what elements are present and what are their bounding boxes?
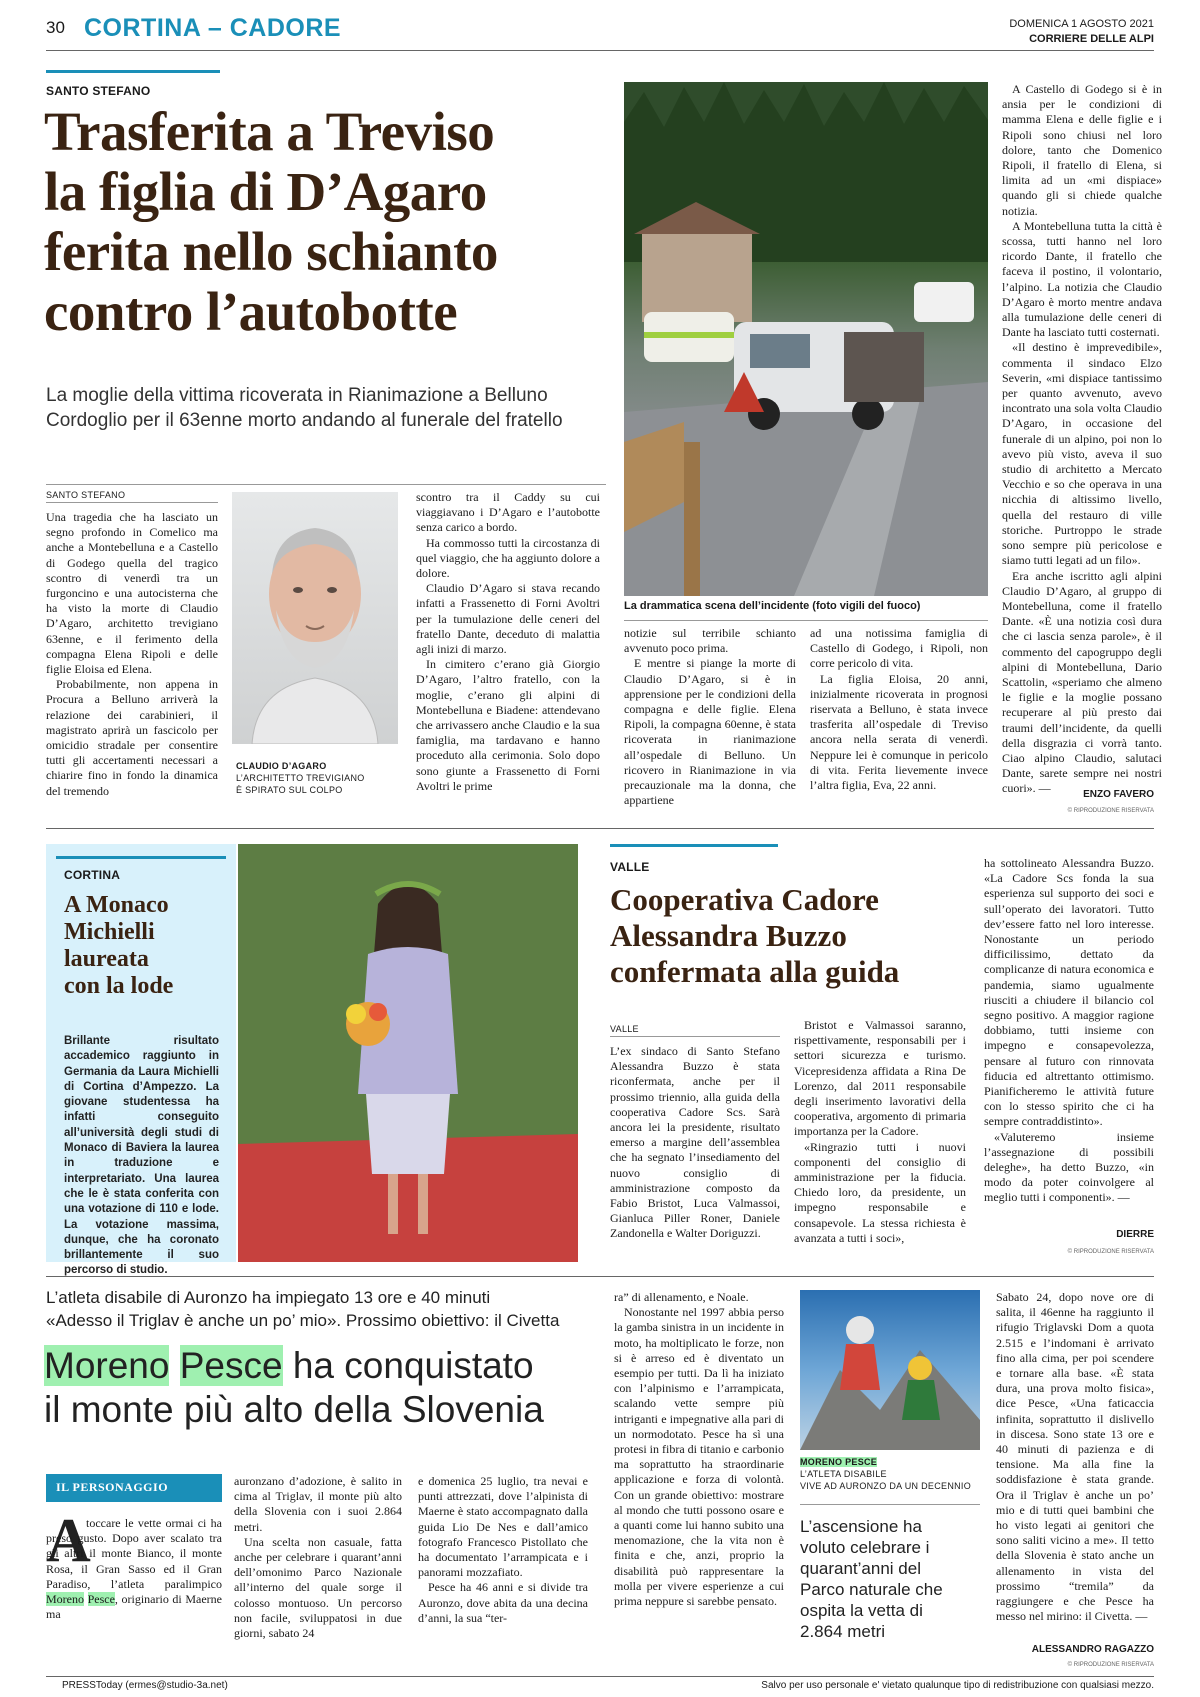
accident-scene-illustration [624, 82, 988, 596]
article4-headline: Moreno Pesce ha conquistato il monte più alto della Slovenia [44, 1345, 544, 1430]
article2-headline: A Monaco Michielli laureata con la lode [64, 892, 174, 999]
article1-col5: ad una notissima famiglia di Castello di Godego, i Ripoli, non corre pericolo di vita. La figlia Eloisa, 20 anni, inizialmente ricoverata in prognosi riservata a Belluno, è stata invece trasferita all’ospedale di Treviso ancora nella serata di venerdì. Neppure lei è comunque in pericolo di vita. Ferita lievemente invece l’altra figlia, Eva, 22 anni. [810, 626, 988, 793]
quote-rule [800, 1504, 980, 1505]
accident-photo-caption: La drammatica scena dell’incidente (foto vigili del fuoco) [624, 600, 921, 612]
article4-rights: © RIPRODUZIONE RISERVATA [1067, 1662, 1154, 1668]
footer-left: PRESSToday (ermes@studio-3a.net) [62, 1680, 228, 1691]
article3-rights: © RIPRODUZIONE RISERVATA [1067, 1249, 1154, 1255]
article3-byline: DIERRE [1116, 1229, 1154, 1240]
article1-col4: notizie sul terribile schianto avvenuto poco prima. E mentre si piange la morte di Claudio D’Agaro, si è in apprensione per le condizioni della compagna e delle figlie. Elena Ripoli, la compagna 60enne, è stata ricoverata in rianimazione all’ospedale di Belluno. Un ricovero in Rianimazione in via precauzionale ma la donna, che appartiene [624, 626, 796, 808]
footer-rule [46, 1676, 1154, 1677]
article1-col1: Una tragedia che ha lasciato un segno profondo in Comelico ma anche a Montebelluna e a Castello di Godego quella del tragico scontro di venerdì tra un furgoncino e una autocisterna che ha visto la morte di Claudio D’Agaro, architetto trevigiano 63enne, e il ferimento della compagna Elena Ripoli e delle figlie Eloisa ed Elena. Probabilmente, non appena in Procura a Belluno arriverà la relazione dei carabinieri, il magistrato aprirà un fascicolo per omicidio stradale per consentire tutti gli accertamenti necessari a chiarire fino in fondo la dinamica del tremendo [46, 510, 218, 798]
headline-name-first: Moreno [44, 1345, 170, 1386]
headline-name-last: Pesce [179, 1345, 283, 1386]
header-date: DOMENICA 1 AGOSTO 2021 [1009, 18, 1154, 30]
footer-right: Salvo per uso personale e' vietato qualunque tipo di redistribuzione con qualsiasi mezzo. [761, 1680, 1154, 1691]
section-sep-2 [46, 1276, 1154, 1277]
article3-col2: Bristot e Valmassoi saranno, rispettivamente, responsabili per i settori sicurezza e turismo. Vicepresidenza affidata a Rina De Lorenzo, dal 2011 responsabile degli inserimento lavorativi della cooperativa, argomento di primaria importanza per la Cadore. «Ringrazio tutti i nuovi componenti del consiglio di amministrazione per la fiducia. Chiedo loro, da presidente, un impegno responsabile e consapevole. La stessa richiesta è avanzata a tutti i soci», [794, 1018, 966, 1245]
climber-caption: MORENO PESCE L’ATLETA DISABILE VIVE AD AURONZO DA UN DECENNIO [800, 1457, 972, 1491]
article4-subtitle: L’atleta disabile di Auronzo ha impiegato 13 ore e 40 minuti «Adesso il Triglav è anche un po’ mio». Prossimo obiettivo: il Civetta [46, 1288, 560, 1330]
valle-kicker-bar [610, 844, 778, 847]
article4-col4: ra” di allenamento, e Noale. Nonostante nel 1997 abbia perso la gamba sinistra in un incidente in moto, ha moltiplicato le forze, non si è arreso ed è diventato un esempio per tutti. Da lì ha iniziato con l’alpinismo e l’arrampicata, scalando vette sempre più intriganti e impegnative alla pari di un normodotato. Pesce ha sì una protesi in fibra di titanio e carbonio ma soprattutto ha straordinarie applicazione e forza di volontà. Con un grande obiettivo: mostrare al mondo che tutti possono osare e a quanti come lui hanno subito una menomazione, che la vita non è finita e che, anzi, proprio la disabilità può rappresentare la molla per vivere esperienze a cui prima neppure si sarebbe pensato. [614, 1290, 784, 1609]
graduate-illustration [238, 844, 578, 1262]
caption-rule [624, 620, 988, 621]
article4-col2: auronzano d’adozione, è salito in cima al Triglav, il monte più alto della Slovenia con i suoi 2.864 metri. Una scelta non casuale, fatta anche per celebrare i quarant’anni dell’omonimo Parco Nazionale all’interno del quale sorge il colosso montuoso. Un percorso non facile, sviluppatosi in due giorni, sabato 24 [234, 1474, 402, 1641]
article1-dateline: SANTO STEFANO [46, 490, 218, 503]
cortina-kicker-bar [56, 856, 226, 859]
graduation-photo [238, 844, 578, 1262]
page-number: 30 [46, 18, 65, 37]
body-name-first: Moreno [46, 1592, 84, 1607]
article3-col3: ha sottolineato Alessandra Buzzo. «La Cadore Scs fonda la sua esperienza sul supporto dei soci e sull’operato dei lavoratori. Tutto dev’essere fatto nel loro interesse. Nonostante un periodo difficilissimo, dettato da complicanze di natura economica e pandemia, siamo ugualmente riusciti a chiudere il bilancio col segno positivo. A maggior ragione dobbiamo, tutti insieme con impegno e consapevolezza, pensare al futuro con rinnovata fiducia ed altrettanto ottimismo. Pianificheremo le attività future con lo stesso spirito che ci ha sempre contraddistinto». «Valuteremo insieme l’assegnazione di possibili deleghe», ha detto Buzzo, «in modo da poter coinvolgere al meglio tutti i componenti». — [984, 856, 1154, 1205]
article4-col3: e domenica 25 luglio, tra nevai e punti attrezzati, dove l’alpinista di Maerne è stato accompagnato dalla guida Lio De Nes e dall’amico fotografo Francesco Pistollato che ha documentato l’arrampicata e i panorami mozzafiato. Pesce ha 46 anni e si divide tra Auronzo, dove abita da una decina d’anni, la sua “ter- [418, 1474, 588, 1625]
article1-sep [46, 484, 606, 485]
body-name-last: Pesce [87, 1592, 115, 1607]
article1-col6: A Castello di Godego si è in ansia per le condizioni di mamma Elena e delle figlie e i Ripoli sono chiusi nel loro dolore, tanto che Domenico Ripoli, il fratello di Elena, si limita ad un «mi dispiace» quando gli si chiede qualche notizia. A Montebelluna tutta la città è scossa, tutti hanno nel loro ricordo Dante, il fratello che faceva il postino, il volontario, l’alpino. La notizia che Claudio D’Agaro è morto mentre andava alla tumulazione delle ceneri di Dante ha lasciato tutti costernati. «Il destino è imprevedibile», commenta il sindaco Elzo Severin, «mi dispiace tantissimo per quanto avvenuto, avevo incontrato una sola volta Claudio D’Agaro, in occasione del funerale di un alpino, poi non lo avevo più visto, aveva il suo studio di architetto a Mercato Vecchio e so che operava in una nicchia di altissimo livello, quella del restauro di ville storiche. Purtroppo le strade sono sempre più pericolose e siamo tutti legati ad un filo». Era anche iscritto agli alpini Claudio D’Agaro, al gruppo di Montebelluna, come il fratello Dante. «È una notizia così dura che ci lascia senza parole», è il commento del capogruppo degli alpini di Montebelluna, Dario Scattolin, «speriamo che almeno le figlie e la moglie possano recuperare al più presto dai traumi dell’incidente, da quelli della disgrazia ci vorrà tanto. Ciao alpino Claudio, salutaci Dante, sarete sempre nei nostri cuori». — [1002, 82, 1162, 796]
article3-dateline: VALLE [610, 1024, 780, 1037]
climber-photo [800, 1290, 980, 1450]
portrait-caption: CLAUDIO D’AGARO L’ARCHITETTO TREVIGIANO È SPIRATO SUL COLPO [236, 761, 365, 795]
accident-photo [624, 82, 988, 596]
article1-kicker: SANTO STEFANO [46, 84, 151, 98]
article2-kicker: CORTINA [64, 868, 121, 882]
personaggio-label: IL PERSONAGGIO [56, 1480, 169, 1494]
portrait-illustration [232, 492, 398, 744]
article1-subtitle: La moglie della vittima ricoverata in Rianimazione a Belluno Cordoglio per il 63enne morto andando al funerale del fratello [46, 385, 563, 431]
article1-rights: © RIPRODUZIONE RISERVATA [1067, 808, 1154, 814]
article2-body: Brillante risultato accademico raggiunto in Germania da Laura Michielli di Cortina d’Ampezzo. La giovane studentessa ha infatti conseguito all’università degli studi di Monaco di Baviera la laurea in traduzione e interpretariato. Una laurea che le è stata conferita con una votazione di 110 e lode. La votazione massima, dunque, che ha coronato brillantemente il suo percorso di studio. [64, 1035, 219, 1277]
article1-byline: ENZO FAVERO [1083, 789, 1154, 800]
dropcap: A [46, 1507, 91, 1575]
article3-kicker: VALLE [610, 860, 650, 874]
climber-illustration [800, 1290, 980, 1450]
pull-quote: L’ascensione ha voluto celebrare i quarant’anni del Parco naturale che ospita la vetta di 2.864 metri [800, 1517, 943, 1641]
section-sep-1 [46, 828, 1154, 829]
header-rule [46, 50, 1154, 51]
kicker-bar [46, 70, 220, 73]
article1-headline: Trasferita a Treviso la figlia di D’Agaro ferita nello schianto contro l’autobotte [44, 101, 498, 342]
article4-byline: ALESSANDRO RAGAZZO [1031, 1644, 1154, 1655]
article4-col1: toccare le vette ormai ci ha preso gusto. Dopo aver scalato tra gli altri il monte Bianco, il monte Rosa, il Gran Sasso ed il Gran Paradiso, l’atleta paralimpico Moreno Pesce, originario di Maerne ma [46, 1516, 222, 1622]
portrait-photo [232, 492, 398, 744]
article4-col6: Sabato 24, dopo nove ore di salita, il 46enne ha raggiunto il rifugio Triglavski Dom a quota 2.515 e l’indomani è arrivato fino alla cima, per poi scendere e tornare alla base. «È stata dura, una prova molto fisica», dice Pesce, «Una faticaccia infinita, soprattutto il dislivello in discesa. Sono state 13 ore e 40 minuti di pazienza e di tensione. Ma alla fine la soddisfazione è stata grande. Ora il Triglav è anche un po’ mio e di tutti quei bambini che ho visto legati ai genitori che sono saliti vicino a me». Il tetto della Slovenia è stato anche un allenamento in vista del prossimo “tremila” da raggiungere e che Pesce ha messo nel mirino: il Civetta. — [996, 1290, 1154, 1624]
article3-col1: L’ex sindaco di Santo Stefano Alessandra Buzzo è stata riconfermata, anche per il prossimo triennio, alla guida della cooperativa Cadore Scs. Sarà ancora lei la presidente, risultato emerso a margine dell’assemblea che ha segnato l’insediamento del nuovo consiglio di amministrazione composto da Fabio Bristot, Luca Valmassoi, Gianluca Piller Roner, Daniele Zandonella e Walter Doriguzzi. [610, 1044, 780, 1241]
section-title: CORTINA – CADORE [84, 14, 342, 42]
newspaper-name: CORRIERE DELLE ALPI [1029, 33, 1154, 45]
article1-col3: scontro tra il Caddy su cui viaggiavano i D’Agaro e l’autobotte senza carico a bordo. Ha commosso tutti la circostanza di quel viaggio, che ha aggiunto dolore a dolore. Claudio D’Agaro si stava recando infatti a Frassenetto di Forni Avoltri per la tumulazione delle ceneri del fratello Dante, deceduto di malattia agli inizi di marzo. In cimitero c’erano già Giorgio D’Agaro, l’altro fratello, con la moglie, c’erano gli alpini di Montebelluna e Biadene: attendevano che arrivassero anche Claudio e la sua famiglia, ma tardavano e hanno proceduto alla cerimonia. Solo dopo sono giunte a Frassenetto di Forni Avoltri le prime [416, 490, 600, 793]
article3-headline: Cooperativa Cadore Alessandra Buzzo confermata alla guida [610, 882, 900, 989]
